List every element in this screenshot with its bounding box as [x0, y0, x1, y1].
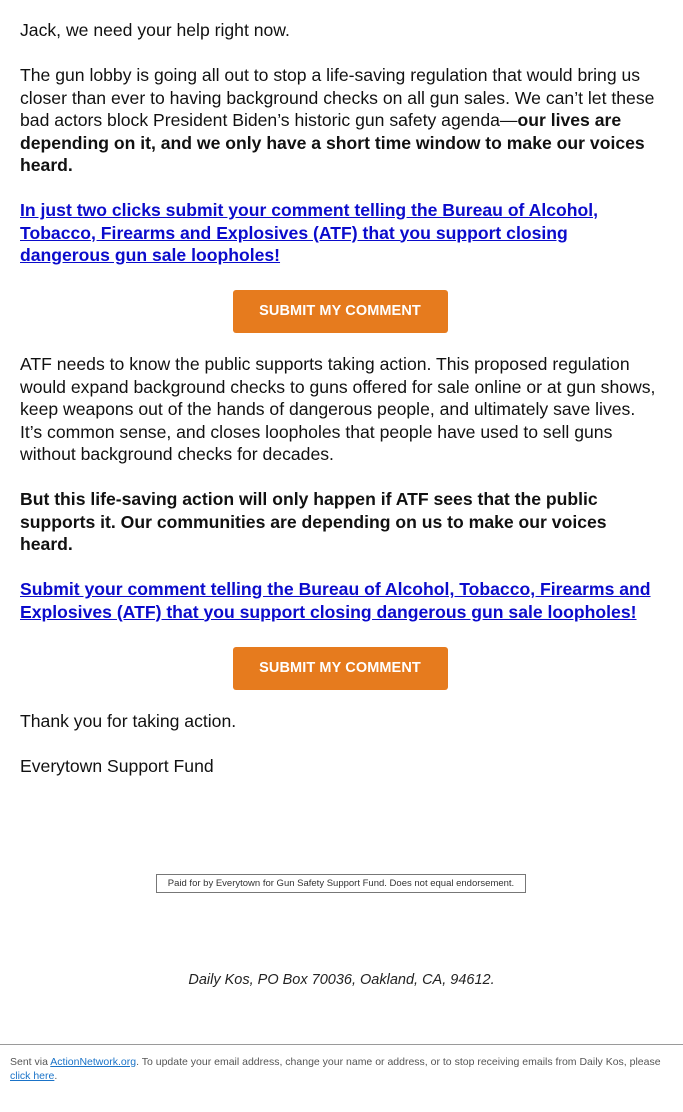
submit-comment-button-1[interactable]: SUBMIT MY COMMENT — [233, 290, 448, 333]
actionnetwork-link[interactable]: ActionNetwork.org — [50, 1056, 137, 1068]
button-row-1 — [20, 289, 660, 353]
comment-link-paragraph-2 — [20, 578, 660, 623]
intro-bold-text: our lives are depending on it, and we only have a short time window to make our voices heard. — [20, 110, 645, 175]
unsubscribe-link[interactable]: click here — [10, 1070, 55, 1082]
email-body — [20, 19, 660, 800]
greeting: Jack, we need your help right now. — [20, 20, 290, 40]
paid-for-disclaimer: Paid for by Everytown for Gun Safety Support Fund. Does not equal endorsement. — [156, 874, 526, 893]
mailing-address: Daily Kos, PO Box 70036, Oakland, CA, 94612. — [188, 972, 495, 988]
footer-divider — [0, 1044, 683, 1045]
footer-end: . — [54, 1070, 58, 1082]
comment-link-2[interactable]: Submit your comment telling the Bureau of Alcohol, Tobacco, Firearms and Explosives (ATF) that you support closing dangerous gun sale loopholes! — [20, 579, 651, 622]
footer — [10, 1055, 670, 1083]
action-paragraph: But this life-saving action will only happen if ATF sees that the public supports it. Our communities are depending on us to make our voices heard. — [20, 489, 607, 554]
intro-paragraph — [20, 64, 660, 177]
signature: Everytown Support Fund — [20, 755, 214, 776]
comment-link-paragraph — [20, 199, 660, 267]
footer-sent-via: Sent via — [10, 1056, 51, 1068]
thanks-text: Thank you for taking action. — [20, 710, 237, 731]
intro-text: The gun lobby is going all out to stop a life-saving regulation that would bring us closer than ever to having background checks on all gun sales. We can’t let these bad actors block President Biden’s historic gun safety agenda— — [20, 65, 655, 130]
comment-link-1[interactable]: In just two clicks submit your comment telling the Bureau of Alcohol, Tobacco, Firearms and Explosives (ATF) that you support closing dangerous gun sale loopholes! — [20, 200, 599, 265]
button-row-2 — [20, 646, 660, 710]
footer-text: . To update your email address, change your name or address, or to stop receiving emails from Daily Kos, please — [136, 1056, 661, 1068]
atf-paragraph: ATF needs to know the public supports taking action. This proposed regulation would expand background checks to guns offered for sale online or at gun shows, keep weapons out of the hands of dangerous people, and ultimately save lives. It’s common sense, and closes loopholes that people have used to sell guns without background checks for decades. — [20, 354, 656, 464]
submit-comment-button-2[interactable]: SUBMIT MY COMMENT — [233, 647, 448, 690]
